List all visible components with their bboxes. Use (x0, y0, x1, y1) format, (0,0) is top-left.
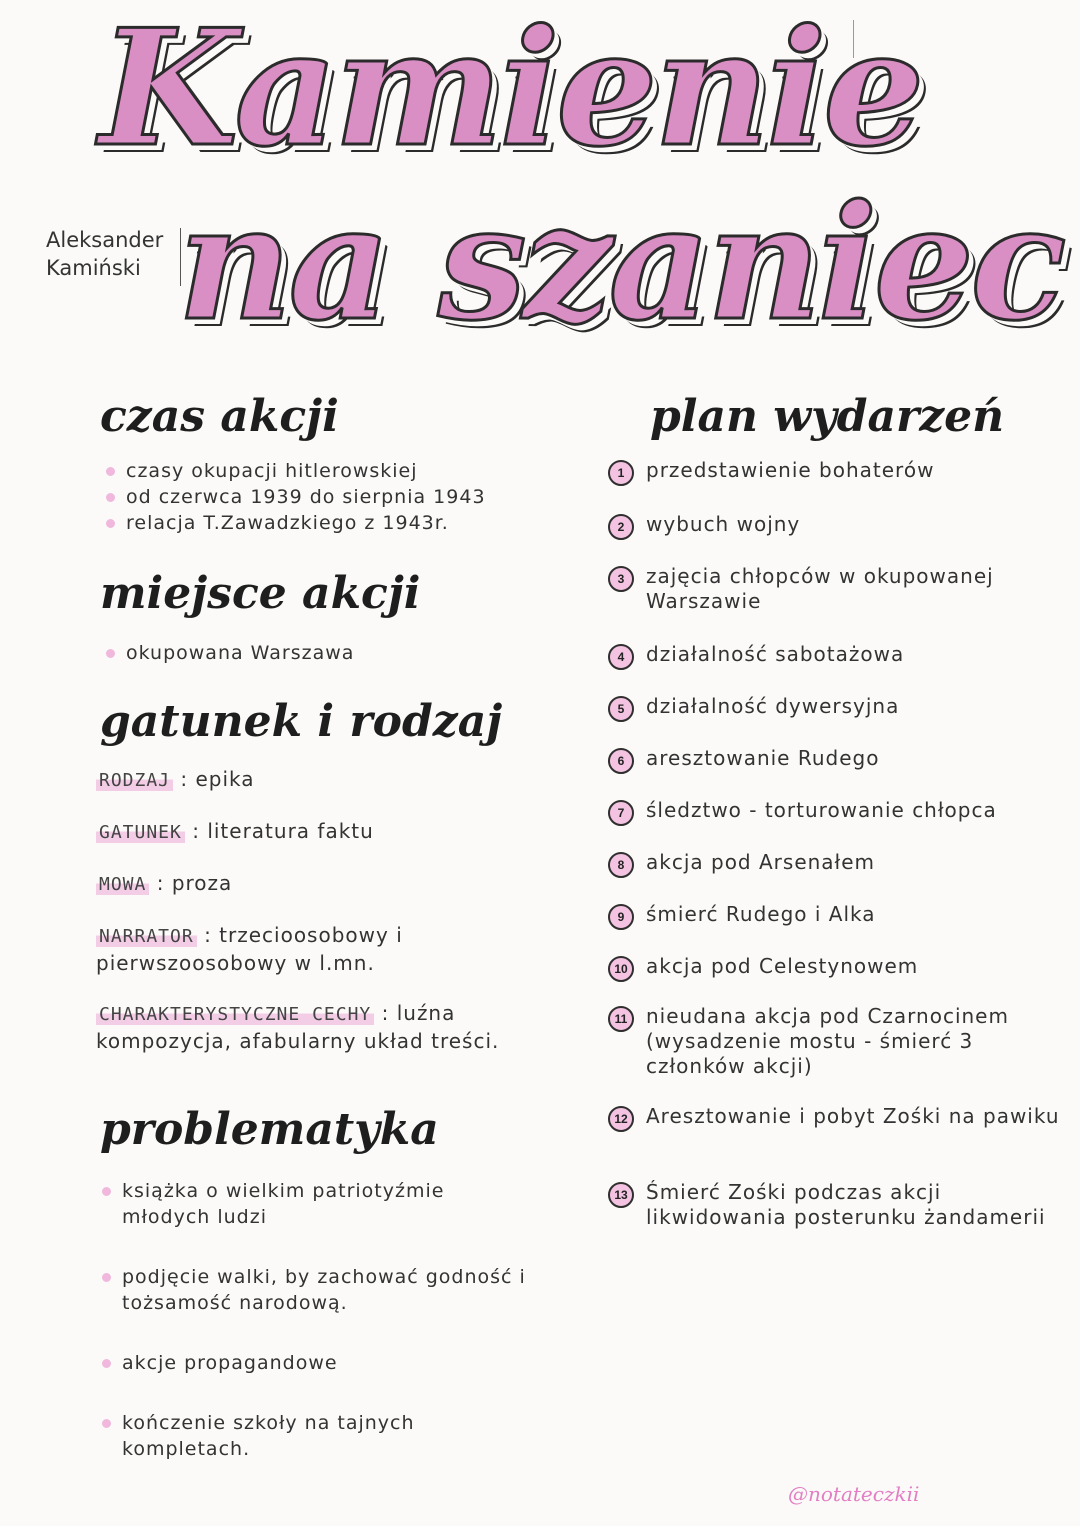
number-badge: 2 (608, 514, 634, 540)
heading-miejsce-akcji: miejsce akcji (100, 568, 421, 619)
section-czas-akcji (104, 458, 574, 536)
plan-item (608, 642, 1068, 670)
genre-value: : literatura faktu (192, 819, 374, 843)
list-item: podjęcie walki, by zachować godność i tożsamość narodową. (100, 1264, 530, 1316)
plan-item-text: zajęcia chłopców w okupowanej Warszawie (646, 564, 994, 613)
plan-item (608, 512, 1068, 540)
plan-item (608, 746, 1068, 774)
plan-item-text: śmierć Rudego i Alka (646, 902, 876, 926)
list-item: książka o wielkim patriotyźmie młodych ludzi (100, 1178, 530, 1230)
author-divider (180, 228, 181, 286)
author-last-name: Kamiński (46, 256, 141, 280)
plan-item-text: akcja pod Celestynowem (646, 954, 919, 978)
plan-item-text: działalność sabotażowa (646, 642, 905, 666)
plan-item-text: Śmierć Zośki podczas akcji likwidowania posterunku żandamerii (646, 1180, 1046, 1229)
number-badge: 10 (608, 956, 634, 982)
plan-item-text: śledztwo - torturowanie chłopca (646, 798, 997, 822)
heading-plan-wydarzen: plan wydarzeń (650, 391, 1005, 442)
plan-item-text: akcja pod Arsenałem (646, 850, 876, 874)
number-badge: 8 (608, 852, 634, 878)
list-item: relacja T.Zawadzkiego z 1943r. (104, 510, 574, 536)
genre-value: : luźna kompozycja, afabularny układ treści. (96, 1001, 500, 1053)
number-badge: 7 (608, 800, 634, 826)
number-badge: 5 (608, 696, 634, 722)
genre-key: MOWA (96, 874, 149, 895)
heading-gatunek-i-rodzaj: gatunek i rodzaj (100, 696, 503, 747)
number-badge: 11 (608, 1006, 634, 1032)
genre-row-gatunek (96, 818, 374, 846)
plan-item (608, 1104, 1068, 1132)
plan-item (608, 564, 1068, 614)
plan-item (608, 902, 1068, 930)
plan-item (608, 1180, 1068, 1230)
plan-item-text: Aresztowanie i pobyt Zośki na pawiku (646, 1104, 1060, 1128)
plan-item-text: przedstawienie bohaterów (646, 458, 935, 482)
number-badge: 1 (608, 460, 634, 486)
number-badge: 4 (608, 644, 634, 670)
plan-item (608, 458, 1068, 486)
title-line-2: na szaniec (177, 171, 1063, 356)
plan-item-text: aresztowanie Rudego (646, 746, 880, 770)
plan-item (608, 1004, 1068, 1079)
plan-item-text: wybuch wojny (646, 512, 801, 536)
genre-value: : epika (180, 767, 255, 791)
number-badge: 9 (608, 904, 634, 930)
list-item: kończenie szkoły na tajnych kompletach. (100, 1410, 530, 1462)
section-miejsce-akcji (104, 640, 574, 666)
heading-problematyka: problematyka (100, 1104, 439, 1155)
number-badge: 12 (608, 1106, 634, 1132)
genre-row-rodzaj (96, 766, 255, 794)
plan-item (608, 694, 1068, 722)
plan-item (608, 954, 1068, 982)
genre-key: GATUNEK (96, 822, 185, 843)
plan-item (608, 850, 1068, 878)
genre-key: CHARAKTERYSTYCZNE CECHY (96, 1004, 374, 1025)
genre-value: : proza (156, 871, 233, 895)
heading-czas-akcji: czas akcji (100, 391, 339, 442)
list-item: od czerwca 1939 do sierpnia 1943 (104, 484, 574, 510)
genre-value: : trzecioosobowy i pierwszoosobowy w l.mn. (96, 923, 403, 975)
number-badge: 13 (608, 1182, 634, 1208)
genre-key: NARRATOR (96, 926, 197, 947)
genre-row-narrator (96, 922, 516, 977)
plan-item-text: działalność dywersyjna (646, 694, 900, 718)
plan-item (608, 798, 1068, 826)
genre-row-mowa (96, 870, 232, 898)
list-item: akcje propagandowe (100, 1350, 530, 1376)
list-item: okupowana Warszawa (104, 640, 574, 666)
author-first-name: Aleksander (46, 228, 164, 252)
number-badge: 6 (608, 748, 634, 774)
number-badge: 3 (608, 566, 634, 592)
title-line-1: Kamienie (99, 0, 921, 182)
section-problematyka (100, 1178, 530, 1496)
author (46, 226, 163, 282)
genre-row-cechy (96, 1000, 516, 1055)
list-item: czasy okupacji hitlerowskiej (104, 458, 574, 484)
plan-item-text: nieudana akcja pod Czarnocinem (wysadzenie mostu - śmierć 3 członków akcji) (646, 1004, 1009, 1078)
genre-key: RODZAJ (96, 770, 173, 791)
author-handle: @notateczkii (788, 1482, 920, 1506)
